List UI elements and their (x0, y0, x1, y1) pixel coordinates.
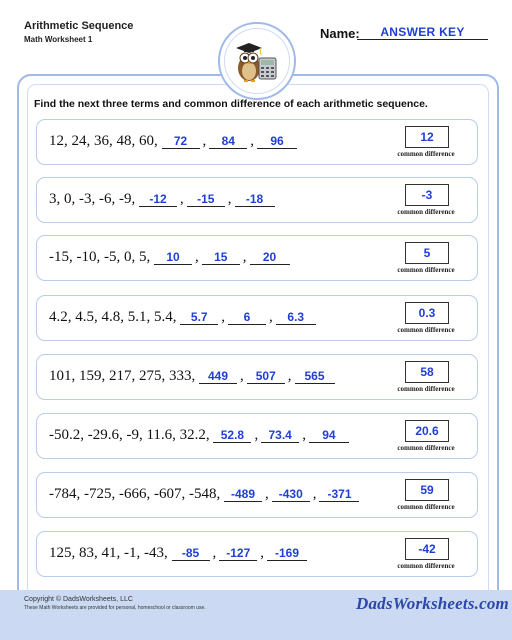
comma-separator: , (269, 309, 273, 325)
answer-term-2: -127 (219, 546, 257, 561)
answer-term-2: 73.4 (261, 428, 299, 443)
sequence-terms: 101, 159, 217, 275, 333, (49, 368, 196, 384)
comma-separator: , (221, 309, 225, 325)
answer-term-1: 72 (162, 134, 200, 149)
common-difference-box: -3 (405, 184, 449, 206)
comma-separator: , (212, 545, 217, 561)
comma-separator: , (180, 191, 184, 207)
comma-separator: , (264, 486, 269, 502)
answer-term-2: 507 (247, 369, 285, 384)
usage-note: These Math Worksheets are provided for personal, homeschool or classroom use. (24, 605, 206, 611)
sequence (49, 368, 335, 385)
sequence-terms: 12, 24, 36, 48, 60, (49, 133, 158, 149)
answer-term-1: 449 (199, 369, 237, 384)
common-difference-label: common difference (397, 266, 455, 274)
answer-term-3: 20 (250, 250, 290, 265)
logo-badge (218, 22, 296, 100)
name-field (357, 23, 488, 40)
instructions: Find the next three terms and common difference of each arithmetic sequence. (34, 98, 428, 110)
common-difference-label: common difference (397, 385, 455, 393)
answer-term-3: 565 (295, 369, 335, 384)
comma-separator: , (287, 368, 292, 384)
answer-term-1: 10 (154, 250, 192, 265)
comma-separator: , (227, 191, 232, 207)
comma-separator: , (302, 427, 306, 443)
common-difference-box: 5 (405, 242, 449, 264)
common-difference-label: common difference (397, 503, 455, 511)
common-difference-label: common difference (397, 208, 455, 216)
owl-with-graduation-cap-and-calculator-icon (220, 24, 294, 98)
problem-row (36, 235, 478, 281)
answer-term-2: 6 (228, 310, 266, 325)
problem-row (36, 531, 478, 577)
sequence (49, 486, 359, 503)
common-difference-box: 58 (405, 361, 449, 383)
comma-separator: , (195, 249, 199, 265)
answer-term-2: -15 (187, 192, 225, 207)
answer-term-2: 15 (202, 250, 240, 265)
problem-row (36, 177, 478, 223)
comma-separator: , (254, 427, 259, 443)
worksheet-title: Arithmetic Sequence (24, 20, 134, 32)
comma-separator: , (312, 486, 317, 502)
sequence (49, 191, 275, 208)
common-difference-label: common difference (397, 326, 455, 334)
answer-term-2: -430 (272, 487, 310, 502)
answer-term-3: -18 (235, 192, 275, 207)
problem-row (36, 354, 478, 400)
answer-term-3: -169 (267, 546, 307, 561)
answer-term-2: 84 (209, 134, 247, 149)
sequence (49, 249, 290, 266)
common-difference-box: -42 (405, 538, 449, 560)
answer-term-1: 52.8 (213, 428, 251, 443)
problem-row (36, 295, 478, 341)
answer-term-3: -371 (319, 487, 359, 502)
problem-row (36, 119, 478, 165)
worksheet-subtitle: Math Worksheet 1 (24, 35, 93, 44)
sequence-terms: -50.2, -29.6, -9, 11.6, 32.2, (49, 427, 210, 443)
comma-separator: , (240, 368, 244, 384)
comma-separator: , (250, 133, 254, 149)
sequence (49, 545, 307, 562)
sequence-terms: 125, 83, 41, -1, -43, (49, 545, 168, 561)
name-value: ANSWER KEY (380, 25, 465, 39)
copyright-text: Copyright © DadsWorksheets, LLC (24, 596, 133, 603)
comma-separator: , (242, 249, 247, 265)
sequence (49, 309, 316, 326)
common-difference-label: common difference (397, 150, 455, 158)
answer-term-3: 94 (309, 428, 349, 443)
common-difference-label: common difference (397, 444, 455, 452)
sequence (49, 133, 297, 150)
problem-row (36, 413, 478, 459)
sequence-terms: -15, -10, -5, 0, 5, (49, 249, 151, 265)
common-difference-label: common difference (397, 562, 455, 570)
comma-separator: , (260, 545, 264, 561)
common-difference-box: 59 (405, 479, 449, 501)
name-label: Name: (320, 26, 360, 41)
answer-term-3: 96 (257, 134, 297, 149)
answer-term-1: 5.7 (180, 310, 218, 325)
answer-term-3: 6.3 (276, 310, 316, 325)
sequence-terms: 4.2, 4.5, 4.8, 5.1, 5.4, (49, 309, 177, 325)
answer-term-1: -489 (224, 487, 262, 502)
answer-term-1: -12 (139, 192, 177, 207)
answer-term-1: -85 (172, 546, 210, 561)
comma-separator: , (202, 133, 207, 149)
common-difference-box: 0.3 (405, 302, 449, 324)
common-difference-box: 12 (405, 126, 449, 148)
common-difference-box: 20.6 (405, 420, 449, 442)
sequence (49, 427, 349, 444)
sequence-terms: 3, 0, -3, -6, -9, (49, 191, 136, 207)
problem-row (36, 472, 478, 518)
sequence-terms: -784, -725, -666, -607, -548, (49, 486, 221, 502)
brand-logo: DadsWorksheets.com (356, 594, 509, 613)
